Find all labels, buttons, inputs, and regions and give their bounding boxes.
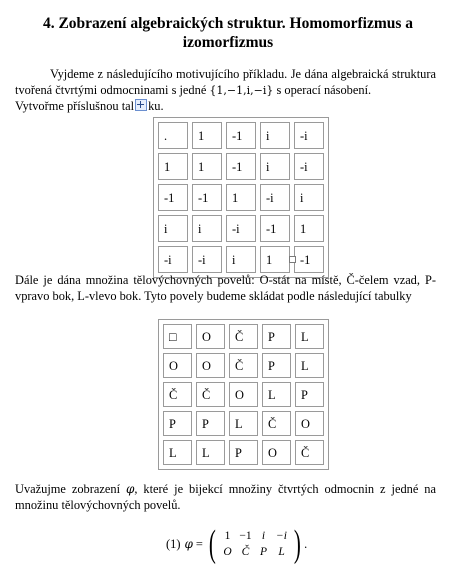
matrix-entry: L: [278, 546, 285, 558]
table-resize-handle[interactable]: [289, 256, 296, 263]
table-cell[interactable]: O: [196, 324, 225, 349]
table-intro-paragraph: [15, 98, 436, 114]
table-cell[interactable]: P: [262, 324, 291, 349]
table-cell[interactable]: L: [295, 353, 324, 378]
table-intro-before: Vytvořme příslušnou tal: [15, 99, 135, 113]
matrix-entry: i: [261, 530, 266, 542]
table-cell[interactable]: Č: [262, 411, 291, 436]
table-cell[interactable]: O: [295, 411, 324, 436]
table-cell[interactable]: 1: [192, 153, 222, 180]
multiplication-table[interactable]: [153, 117, 329, 278]
table-cell[interactable]: i: [260, 153, 290, 180]
table-cell[interactable]: i: [192, 215, 222, 242]
table-cell[interactable]: O: [163, 353, 192, 378]
table-cell[interactable]: i: [158, 215, 188, 242]
multiplication-table-row: [158, 215, 324, 242]
command-table-row: [163, 353, 324, 378]
table-cell[interactable]: -1: [294, 246, 324, 273]
equation-end: .: [304, 536, 308, 551]
table-cell[interactable]: O: [229, 382, 258, 407]
table-cell[interactable]: Č: [229, 324, 258, 349]
table-cell[interactable]: -i: [260, 184, 290, 211]
table-cell[interactable]: 1: [260, 246, 290, 273]
table-cell[interactable]: Č: [196, 382, 225, 407]
table-cell[interactable]: i: [226, 246, 256, 273]
left-paren: (: [208, 523, 216, 565]
table-cell[interactable]: -i: [226, 215, 256, 242]
table-cell[interactable]: -1: [158, 184, 188, 211]
table-cell[interactable]: L: [295, 324, 324, 349]
table-cell[interactable]: P: [229, 440, 258, 465]
table-cell[interactable]: P: [262, 353, 291, 378]
table-cell[interactable]: -i: [294, 122, 324, 149]
multiplication-table-row: [158, 184, 324, 211]
table-cell[interactable]: 1: [226, 184, 256, 211]
table-cell[interactable]: O: [196, 353, 225, 378]
table-cell[interactable]: i: [260, 122, 290, 149]
table-cell[interactable]: i: [294, 184, 324, 211]
table-intro-after: ku.: [148, 99, 164, 113]
table-cell[interactable]: Č: [295, 440, 324, 465]
matrix-entry: O: [223, 546, 232, 558]
table-cell[interactable]: O: [262, 440, 291, 465]
table-cell[interactable]: P: [163, 411, 192, 436]
table-cell[interactable]: L: [229, 411, 258, 436]
multiplication-table-row: [158, 122, 324, 149]
command-table-row: [163, 382, 324, 407]
table-cell[interactable]: P: [295, 382, 324, 407]
table-cell[interactable]: -i: [158, 246, 188, 273]
mapping-text: Uvažujme zobrazení: [15, 482, 126, 496]
command-composition-table[interactable]: [158, 319, 329, 470]
table-cell[interactable]: L: [196, 440, 225, 465]
right-paren: ): [293, 523, 301, 565]
multiplication-table-row: [158, 246, 324, 273]
table-cell[interactable]: □: [163, 324, 192, 349]
table-cell[interactable]: -1: [192, 184, 222, 211]
table-cell[interactable]: -i: [294, 153, 324, 180]
command-table-row: [163, 324, 324, 349]
phi-symbol: φ: [125, 482, 135, 496]
multiplication-table-row: [158, 153, 324, 180]
matrix-entry: Č: [241, 546, 250, 558]
table-cell[interactable]: L: [163, 440, 192, 465]
matrix-entry: P: [260, 546, 268, 558]
table-cell[interactable]: -1: [226, 153, 256, 180]
mapping-paragraph: [15, 481, 436, 513]
intro-paragraph: [15, 66, 436, 99]
table-cell[interactable]: Č: [163, 382, 192, 407]
matrix-entry: −i: [276, 530, 287, 542]
command-table-row: [163, 411, 324, 436]
table-cell[interactable]: 1: [192, 122, 222, 149]
intro-text: Vyjdeme z následujícího motivujícího příkladu. Je dána algebraická struktura tvořená čtvrtými odmocninami s jedné: [15, 67, 436, 97]
roots-set: {1,−1,i,−i}: [209, 84, 274, 97]
intro-text-end: s operací násobení.: [273, 83, 372, 97]
equation-equals: =: [195, 536, 203, 551]
command-table-row: [163, 440, 324, 465]
commands-paragraph: Dále je dána množina tělovýchovných povelů: O-stát na místě, Č-čelem vzad, P-vpravo bok, L-vlevo bok. Tyto povely budeme skládat podle následující tabulky: [15, 273, 436, 303]
mapping-equation: [166, 523, 308, 565]
table-cell[interactable]: Č: [229, 353, 258, 378]
table-cell[interactable]: -1: [226, 122, 256, 149]
section-heading: 4. Zobrazení algebraických struktur. Homomorfizmus a izomorfizmus: [42, 15, 414, 51]
matrix-entry: −1: [239, 530, 252, 542]
mapping-matrix: [219, 528, 291, 560]
equation-number: (1): [166, 536, 181, 551]
table-cell[interactable]: .: [158, 122, 188, 149]
equation-phi: φ: [184, 537, 193, 551]
table-cell[interactable]: L: [262, 382, 291, 407]
table-cell[interactable]: -i: [192, 246, 222, 273]
table-cell[interactable]: P: [196, 411, 225, 436]
table-move-handle-icon[interactable]: [135, 99, 147, 111]
table-cell[interactable]: 1: [158, 153, 188, 180]
table-cell[interactable]: -1: [260, 215, 290, 242]
table-cell[interactable]: 1: [294, 215, 324, 242]
matrix-entry: 1: [224, 530, 231, 542]
mapping-text-end: , které je bijekcí množiny čtvrtých odmocnin z jedné na množinu tělovýchovných povelů.: [15, 482, 436, 512]
